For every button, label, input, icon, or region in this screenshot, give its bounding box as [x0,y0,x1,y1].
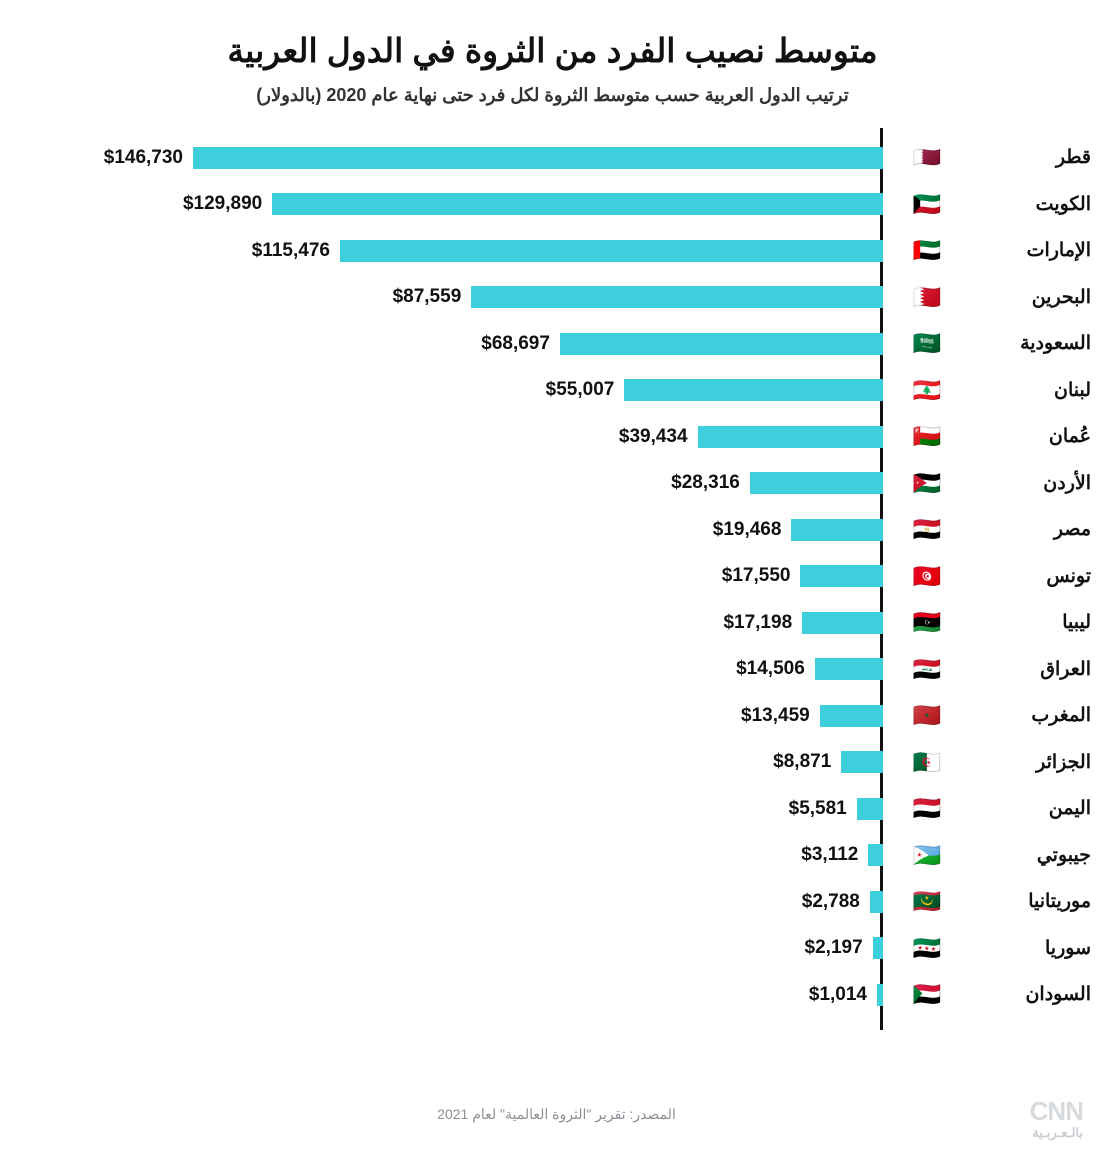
bar-value-label: $19,468 [712,518,782,540]
bar-cell [0,181,883,228]
country-label: قطر [1055,147,1091,168]
bar-value-label: $2,788 [801,890,860,912]
bar-cell [0,832,883,879]
bar-cell [0,227,883,274]
country-flag-icon: 🇯🇴 [912,469,942,496]
bar-row [0,181,1105,228]
country-label: البحرين [1031,286,1091,308]
bar-value-label: $39,434 [618,425,688,447]
brand-arabic-text: بالـعـربـية [1032,1125,1083,1140]
bar-row [0,227,1105,274]
bar-row [0,320,1105,367]
country-flag-icon: 🇸🇾 [912,934,942,961]
bar-row [0,413,1105,460]
bar-cell [0,134,883,181]
bar-value-label: $28,316 [671,472,740,493]
country-flag-icon: 🇱🇾 [912,609,942,635]
bar-rows [0,128,1105,1018]
bar-value-label: $1,014 [808,983,867,1005]
country-label: الكويت [1035,193,1091,215]
bar-cell [0,460,883,507]
bar-value-label: $17,550 [721,565,791,586]
bar-cell [0,785,883,832]
country-flag-icon: 🇶🇦 [912,144,942,170]
bar-cell [0,506,883,553]
bar [870,891,883,913]
bar-row [0,832,1105,879]
bar-row [0,134,1105,181]
country-flag-icon: 🇧🇭 [912,283,942,310]
country-label: عُمان [1048,426,1091,447]
country-label: ليبيا [1062,612,1091,633]
country-label: الإمارات [1026,240,1091,261]
bar-value-label: $13,459 [741,704,810,726]
bar-value-label: $5,581 [788,797,847,819]
bar [272,193,883,215]
country-flag-icon: 🇸🇩 [912,981,942,1007]
country-flag-icon: 🇰🇼 [912,190,942,217]
country-label: السعودية [1020,333,1091,354]
bar-row [0,599,1105,646]
bar [471,286,883,308]
country-label: مصر [1053,519,1091,540]
bar-row [0,925,1105,972]
bar-row [0,367,1105,414]
bar-value-label: $55,007 [545,379,615,400]
bar [624,379,883,401]
country-flag-icon: 🇹🇳 [912,562,942,589]
bar-value-label: $3,112 [801,844,859,865]
bar [820,705,883,727]
country-flag-icon: 🇴🇲 [912,423,942,449]
bar-cell [0,553,883,600]
country-flag-icon: 🇲🇦 [912,702,942,728]
bar [791,519,883,541]
country-label: تونس [1046,565,1091,587]
bar [802,612,883,634]
bar-cell [0,971,883,1018]
bar-row [0,971,1105,1018]
bar-value-label: $129,890 [182,193,263,214]
bar [750,472,883,494]
country-label: العراق [1040,658,1091,680]
country-flag-icon: 🇩🇿 [912,748,942,775]
country-flag-icon: 🇱🇧 [912,376,942,403]
bar-row [0,739,1105,786]
country-label: سوريا [1045,937,1091,959]
bar-value-label: $17,198 [723,611,793,633]
bar [841,751,883,773]
plot-area [0,128,1105,1018]
bar-cell [0,320,883,367]
bar-value-label: $115,476 [251,239,330,261]
bar-value-label: $2,197 [804,937,863,958]
source-text: المصدر: تقرير "الثروة العالمية" لعام 2021 [437,1106,676,1122]
bar-cell [0,646,883,693]
brand-logo [1030,1098,1083,1139]
country-flag-icon: 🇪🇬 [912,516,942,542]
bar-value-label: $68,697 [481,332,550,354]
country-flag-icon: 🇸🇦 [912,330,942,356]
bar [800,565,883,587]
bar-value-label: $8,871 [773,751,832,772]
chart-title: متوسط نصيب الفرد من الثروة في الدول العربية [227,32,878,69]
bar-row [0,460,1105,507]
bar-row [0,274,1105,321]
bar-row [0,692,1105,739]
bar-value-label: $87,559 [392,286,462,307]
bar-cell [0,878,883,925]
bar-cell [0,274,883,321]
source-note [0,1105,1105,1123]
bar-cell [0,692,883,739]
country-label: اليمن [1048,798,1091,819]
bar-row [0,506,1105,553]
country-label: السودان [1025,984,1091,1005]
country-flag-icon: 🇲🇷 [912,888,942,914]
bar-cell [0,599,883,646]
bar-value-label: $14,506 [736,658,805,679]
country-label: المغرب [1031,705,1091,726]
country-flag-icon: 🇦🇪 [912,237,942,263]
bar-row [0,785,1105,832]
bar [560,333,883,355]
country-flag-icon: 🇩🇯 [912,841,942,868]
bar-row [0,878,1105,925]
country-label: جيبوتي [1036,844,1091,866]
bar [340,240,883,262]
country-label: لبنان [1054,379,1091,401]
bar-value-label: $146,730 [103,146,183,168]
bar [698,426,883,448]
bar [193,147,883,169]
bar [873,937,883,959]
bar-cell [0,925,883,972]
bar-cell [0,367,883,414]
bar-cell [0,739,883,786]
bar [815,658,883,680]
bar-row [0,553,1105,600]
bar [877,984,883,1006]
country-flag-icon: 🇾🇪 [912,795,942,821]
bar-row [0,646,1105,693]
country-label: موريتانيا [1028,891,1091,912]
bar [857,798,883,820]
bar-cell [0,413,883,460]
chart-subtitle: ترتيب الدول العربية حسب متوسط الثروة لكل فرد حتى نهاية عام 2020 (بالدولار) [256,85,849,106]
country-flag-icon: 🇮🇶 [912,655,942,682]
country-label: الجزائر [1036,751,1091,773]
bar [868,844,883,866]
country-label: الأردن [1043,472,1091,494]
brand-cnn-text: CNN [1029,1096,1083,1126]
